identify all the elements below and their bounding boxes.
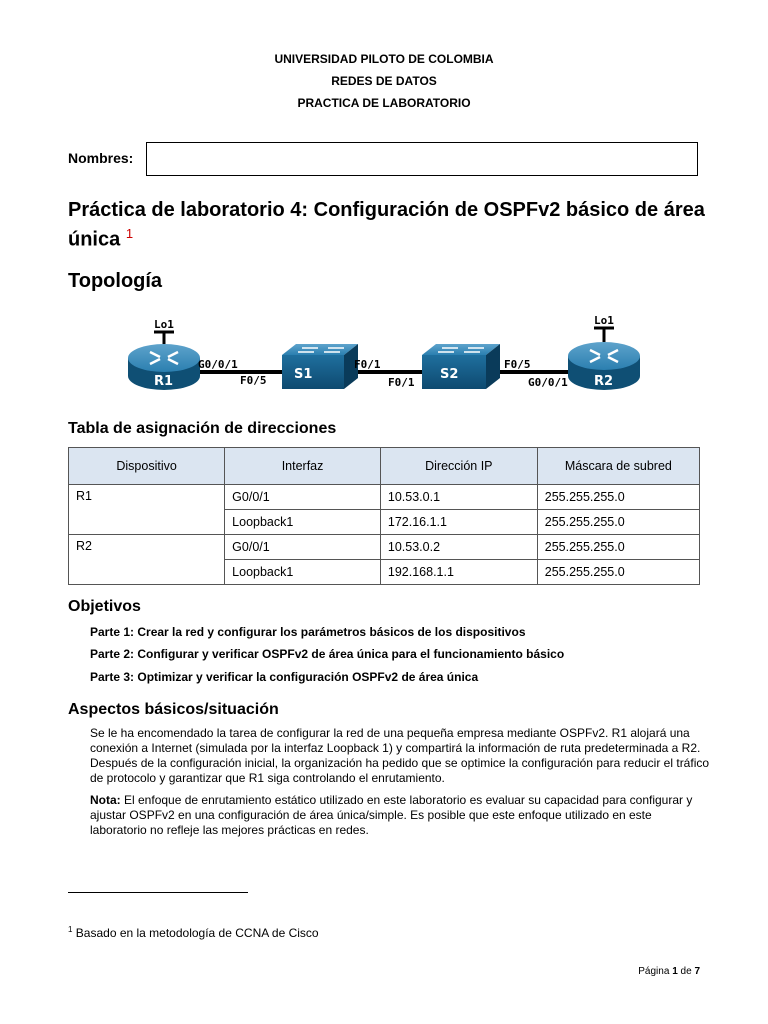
background-paragraph: Se le ha encomendado la tarea de configurar la red de una pequeña empresa mediante OSPFv2. R1 alojará una conexión a Internet (simulada por la interfaz Loopback 1) y compartirá la información de ruta predeterminada a R2. Después de la configuración inicial, la organización ha pedido que se optimice la configuración para reducir el tráfico de protocolo y garantizar que R1 siga controlando el enrutamiento. — [90, 726, 710, 785]
r1-lo-label: Lo1 — [154, 318, 174, 331]
page-total: 7 — [694, 966, 700, 977]
r2-lo-label: Lo1 — [594, 314, 614, 327]
document-type: PRACTICA DE LABORATORIO — [297, 96, 471, 110]
table-header-row — [69, 448, 700, 485]
objectives-heading: Objetivos — [68, 598, 141, 615]
topology-heading: Topología — [68, 270, 163, 292]
interface-cell: G0/0/1 — [225, 535, 381, 560]
objective-item: Parte 1: Crear la red y configurar los parámetros básicos de los dispositivos — [90, 625, 526, 639]
interface-cell: Loopback1 — [225, 560, 381, 585]
footnote-ref[interactable]: 1 — [125, 226, 134, 241]
topology-diagram — [110, 300, 670, 400]
r2-name: R2 — [594, 374, 614, 389]
table-row — [69, 485, 700, 510]
course-name: REDES DE DATOS — [331, 74, 437, 88]
nombres-label: Nombres: — [68, 150, 134, 166]
device-cell: R1 — [69, 485, 225, 535]
ip-cell: 172.16.1.1 — [380, 510, 537, 535]
r2-port-label: G0/0/1 — [528, 376, 568, 389]
page-of: de — [680, 966, 692, 977]
address-table-heading: Tabla de asignación de direcciones — [68, 420, 337, 437]
s2-f01-label: F0/1 — [388, 376, 415, 389]
s2-name: S2 — [440, 367, 459, 382]
background-heading: Aspectos básicos/situación — [68, 701, 279, 718]
switch-s2-icon[interactable] — [422, 344, 500, 389]
address-table — [68, 447, 700, 585]
s2-f05-label: F0/5 — [504, 358, 531, 371]
page-label: Página — [638, 966, 670, 977]
footnote-separator — [68, 892, 248, 893]
objective-item: Parte 2: Configurar y verificar OSPFv2 de área única para el funcionamiento básico — [90, 647, 565, 661]
r1-name: R1 — [154, 374, 174, 389]
page-current: 1 — [672, 966, 678, 977]
table-row — [69, 535, 700, 560]
r1-port-label: G0/0/1 — [198, 358, 238, 371]
note-text: El enfoque de enrutamiento estático utilizado en este laboratorio es evaluar su capacidad para configurar y ajustar OSPFv2 en una configuración de área única/simple. Es posible que este enfoque utilizado en este laboratorio no refleje las mejores prácticas en redes. — [90, 793, 693, 837]
col-direccion-ip: Dirección IP — [380, 448, 537, 485]
note-label: Nota: — [90, 793, 121, 807]
ip-cell: 10.53.0.2 — [380, 535, 537, 560]
col-mascara: Máscara de subred — [537, 448, 699, 485]
mask-cell: 255.255.255.0 — [537, 535, 699, 560]
objective-item: Parte 3: Optimizar y verificar la configuración OSPFv2 de área única — [90, 670, 479, 684]
ip-cell: 10.53.0.1 — [380, 485, 537, 510]
col-interfaz: Interfaz — [225, 448, 381, 485]
s1-name: S1 — [294, 367, 313, 382]
footnote — [68, 925, 319, 940]
s1-f01-label: F0/1 — [354, 358, 381, 371]
university-name: UNIVERSIDAD PILOTO DE COLOMBIA — [274, 52, 494, 66]
mask-cell: 255.255.255.0 — [537, 510, 699, 535]
lab-title-text: Práctica de laboratorio 4: Configuración de OSPFv2 básico de área única — [68, 199, 705, 251]
s1-f05-label: F0/5 — [240, 374, 267, 387]
note-paragraph — [90, 793, 710, 838]
interface-cell: Loopback1 — [225, 510, 381, 535]
footnote-number: 1 — [68, 925, 73, 934]
footnote-text: Basado en la metodología de CCNA de Cisco — [72, 926, 319, 940]
nombres-input[interactable] — [146, 142, 698, 176]
ip-cell: 192.168.1.1 — [380, 560, 537, 585]
lab-title — [68, 198, 708, 252]
interface-cell: G0/0/1 — [225, 485, 381, 510]
mask-cell: 255.255.255.0 — [537, 485, 699, 510]
mask-cell: 255.255.255.0 — [537, 560, 699, 585]
col-dispositivo: Dispositivo — [69, 448, 225, 485]
device-cell: R2 — [69, 535, 225, 585]
page-number — [540, 966, 700, 977]
